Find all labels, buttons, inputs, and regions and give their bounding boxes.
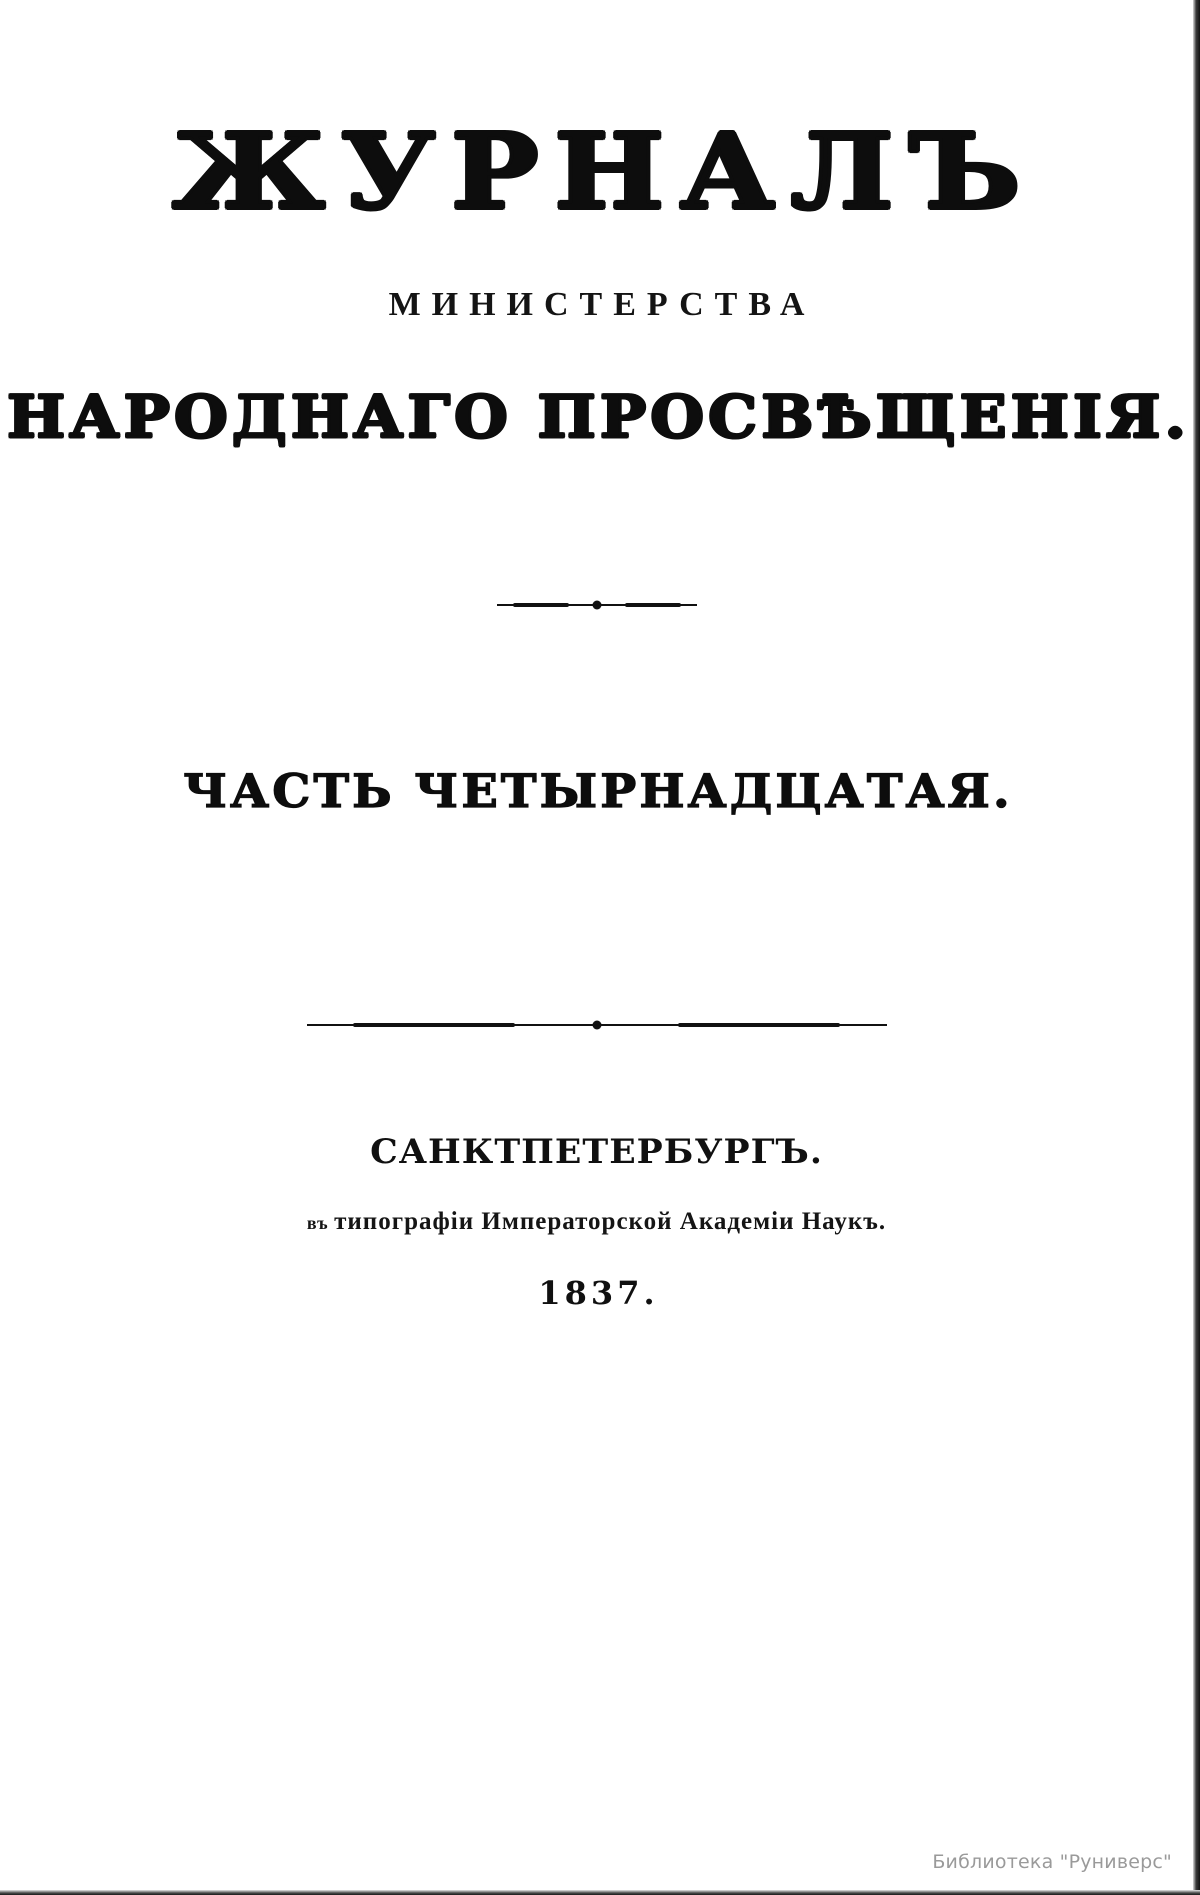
ornament-dot (592, 601, 601, 610)
library-watermark: Библиотека "Руниверс" (932, 1851, 1172, 1873)
ornament-divider-small (0, 594, 1193, 616)
imprint-city: САНКТПЕТЕРБУРГЪ. (370, 1132, 823, 1172)
subtitle-ministry: МИНИСТЕРСТВА (388, 286, 816, 323)
ornament-divider-large (0, 1014, 1193, 1036)
subtitle-enlightenment: НАРОДНАГО ПРОСВѢЩЕНІЯ. (7, 383, 1191, 451)
scan-edge-right (1193, 0, 1200, 1895)
page-title: ЖУРНАЛЪ (172, 110, 1037, 233)
volume-label: ЧАСТЬ ЧЕТЫРНАДЦАТАЯ. (183, 764, 1013, 818)
imprint-printer-prefix: въ (306, 1213, 335, 1233)
ornament-dot (592, 1021, 601, 1030)
imprint-printer (0, 1208, 1193, 1236)
imprint-year: 1837. (538, 1274, 659, 1312)
imprint-printer-name: типографіи Императорской Академіи Наукъ. (334, 1208, 887, 1235)
scan-edge-bottom (0, 1890, 1200, 1895)
